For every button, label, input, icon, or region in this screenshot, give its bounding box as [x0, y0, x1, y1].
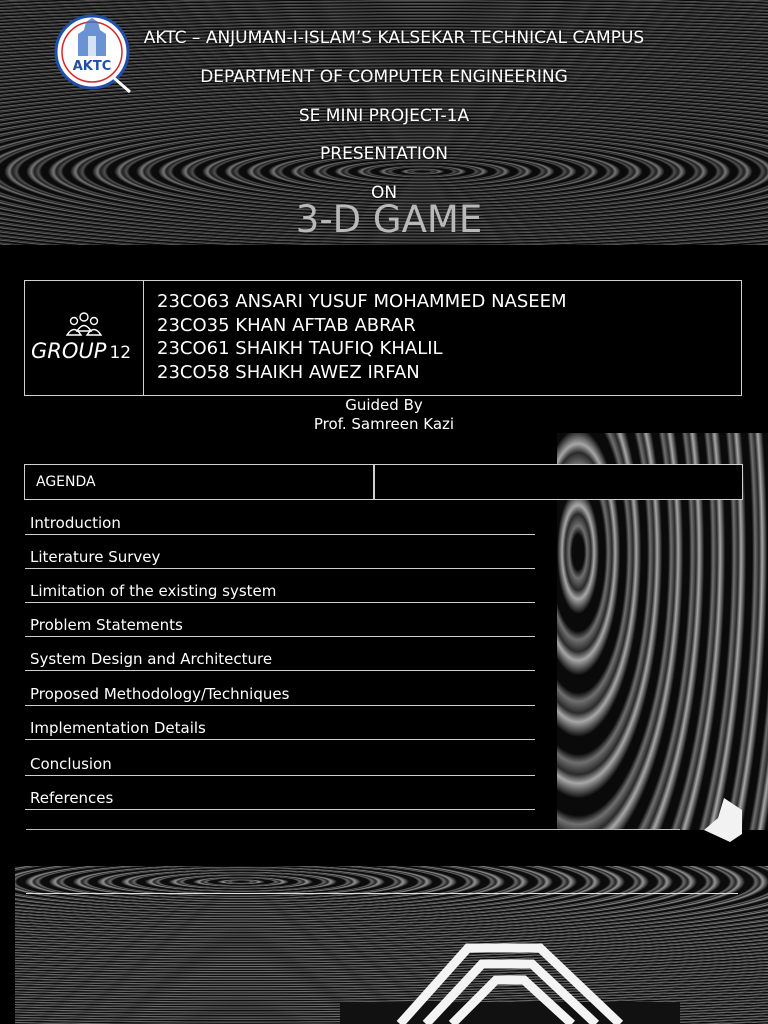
decorative-house-graphic — [340, 940, 680, 1024]
member-list — [157, 290, 567, 384]
campus-name: AKTC – ANJUMAN-I-ISLAM’S KALSEKAR TECHNICAL CAMPUS — [143, 28, 645, 48]
agenda-item-label: Proposed Methodology/Techniques — [30, 685, 290, 703]
agenda-item-implementation[interactable] — [25, 705, 535, 740]
agenda-item-problem-statements[interactable] — [25, 602, 535, 637]
on-line: ON — [370, 183, 398, 203]
agenda-divider — [373, 465, 375, 499]
divider-line — [26, 893, 738, 894]
agenda-item-conclusion[interactable] — [25, 741, 535, 776]
guided-by-label: Guided By — [345, 396, 423, 414]
agenda-item-label: References — [30, 789, 114, 807]
divider-line — [26, 829, 680, 830]
guide-name: Prof. Samreen Kazi — [313, 415, 455, 433]
department-name: DEPARTMENT OF COMPUTER ENGINEERING — [200, 67, 568, 87]
group-icon — [65, 311, 103, 337]
agenda-item-system-design[interactable] — [25, 636, 535, 671]
svg-text:AKTC: AKTC — [72, 59, 112, 74]
member-item: 23CO61 SHAIKH TAUFIQ KHALIL — [157, 338, 443, 359]
agenda-item-references[interactable] — [25, 775, 535, 810]
guide-block — [0, 396, 768, 434]
group-label — [31, 339, 131, 363]
presentation-line: PRESENTATION — [320, 144, 448, 164]
group-cell — [25, 281, 144, 395]
agenda-item-label: Limitation of the existing system — [30, 582, 277, 600]
agenda-item-label: Introduction — [30, 514, 121, 532]
agenda-item-literature-survey[interactable] — [25, 534, 535, 569]
page-title: 3-D GAME — [295, 198, 483, 241]
member-item: 23CO35 KHAN AFTAB ABRAR — [157, 314, 416, 336]
agenda-item-introduction[interactable] — [25, 500, 535, 535]
project-name: SE MINI PROJECT-1A — [298, 106, 470, 126]
agenda-item-methodology[interactable] — [25, 671, 535, 706]
agenda-item-label: System Design and Architecture — [30, 650, 273, 668]
agenda-item-label: Literature Survey — [30, 548, 161, 566]
agenda-item-label: Problem Statements — [30, 616, 183, 634]
agenda-item-limitations[interactable] — [25, 568, 535, 603]
agenda-item-label: Conclusion — [30, 755, 112, 773]
agenda-header — [24, 464, 743, 500]
member-item: 23CO58 SHAIKH AWEZ IRFAN — [157, 361, 420, 383]
agenda-heading: AGENDA — [36, 474, 96, 490]
next-arrow-icon[interactable] — [700, 796, 744, 844]
agenda-item-label: Implementation Details — [30, 719, 206, 737]
members-table — [24, 280, 742, 396]
group-label-text: GROUP — [31, 339, 107, 363]
member-item: 23CO63 ANSARI YUSUF MOHAMMED NASEEM — [157, 291, 567, 312]
group-number: 12 — [109, 343, 132, 363]
